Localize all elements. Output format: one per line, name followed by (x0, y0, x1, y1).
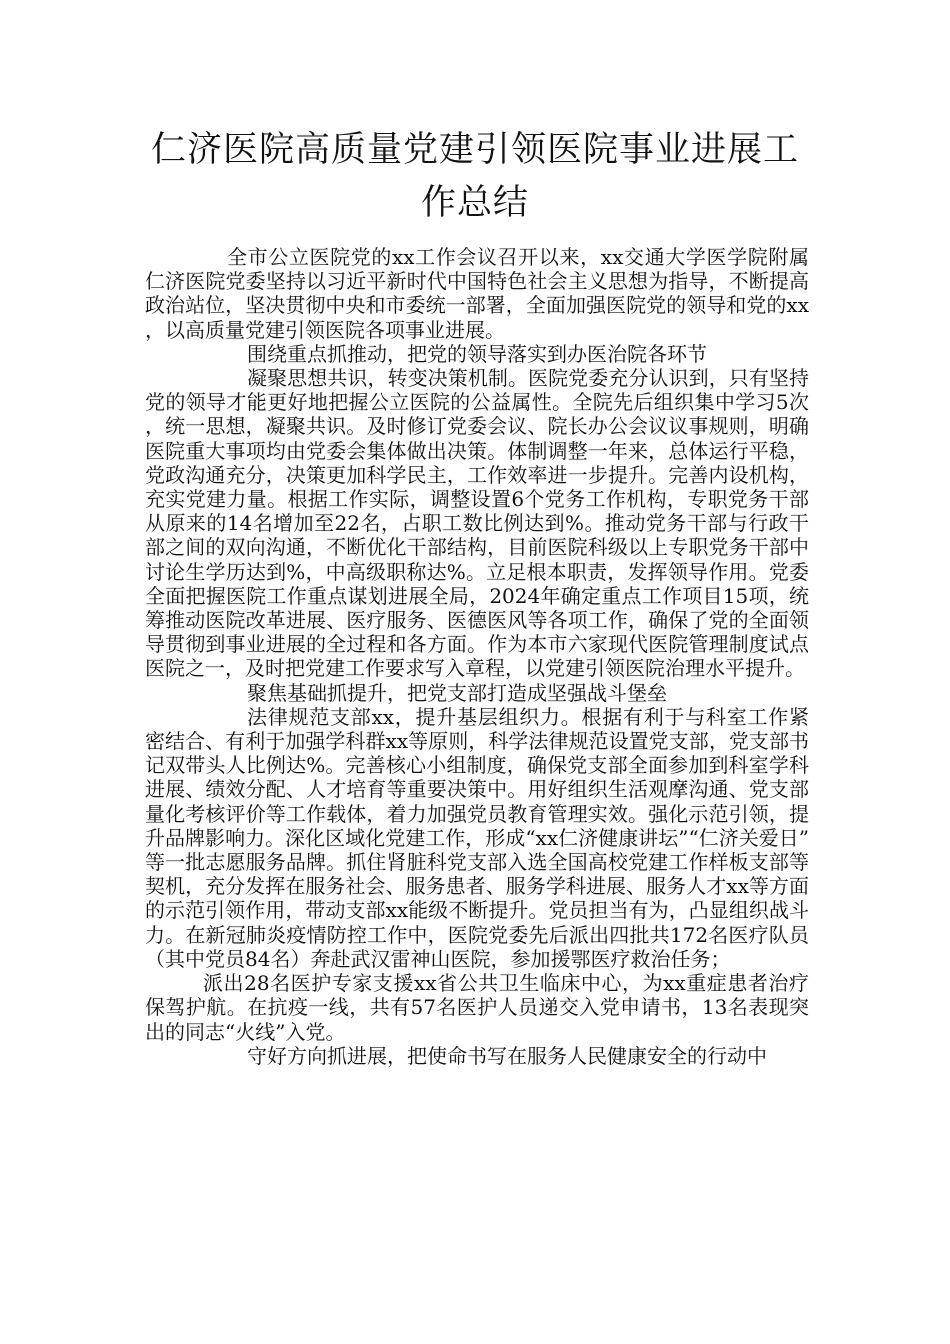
intro-paragraph: 全市公立医院党的xx工作会议召开以来，xx交通大学医学院附属仁济医院党委坚持以习近平新时代中国特色社会主义思想为指导，不断提高政治站位，坚决贯彻中央和市委统一部署，全面加强医院党的领导和党的xx，以高质量党建引领医院各项事业进展。 (145, 245, 809, 342)
section-2-continuation-paragraph: 派出28名医护专家支援xx省公共卫生临床中心，为xx重症患者治疗保驾护航。在抗疫一线，共有57名医护人员递交入党申请书，13名表现突出的同志“火线”入党。 (145, 971, 809, 1044)
document-body (145, 245, 809, 1068)
section-heading-3: 守好方向抓进展，把使命书写在服务人民健康安全的行动中 (247, 1043, 767, 1068)
document-title: 仁济医院高质量党建引领医院事业进展工作总结 (150, 130, 799, 223)
section-heading-2: 聚焦基础抓提升，把党支部打造成坚强战斗堡垒 (247, 680, 667, 705)
section-heading-1: 围绕重点抓推动，把党的领导落实到办医治院各环节 (247, 341, 707, 366)
section-2-paragraph: 法律规范支部xx，提升基层组织力。根据有利于与科室工作紧密结合、有利于加强学科群xx等原则，科学法律规范设置党支部，党支部书记双带头人比例达%。完善核心小组制度，确保党支部全面参加到科室学科进展、绩效分配、人才培育等重要决策中。用好组织生活观摩沟通、党支部量化考核评价等工作载体，着力加强党员教育管理实效。强化示范引领，提升品牌影响力。深化区域化党建工作，形成“xx仁济健康讲坛”“仁济关爱日”等一批志愿服务品牌。抓住肾脏科党支部入选全国高校党建工作样板支部等契机，充分发挥在服务社会、服务患者、服务学科进展、服务人才xx等方面的示范引领作用，带动支部xx能级不断提升。党员担当有为，凸显组织战斗力。在新冠肺炎疫情防控工作中，医院党委先后派出四批共172名医疗队员（其中党员84名）奔赴武汉雷神山医院，参加援鄂医疗救治任务； (145, 704, 809, 971)
section-1-paragraph: 凝聚思想共识，转变决策机制。医院党委充分认识到，只有坚持党的领导才能更好地把握公立医院的公益属性。全院先后组织集中学习5次，统一思想，凝聚共识。及时修订党委会议、院长办公会议议事规则，明确医院重大事项均由党委会集体做出决策。体制调整一年来，总体运行平稳，党政沟通充分，决策更加科学民主，工作效率进一步提升。完善内设机构，充实党建力量。根据工作实际，调整设置6个党务工作机构，专职党务干部从原来的14名增加至22名，占职工数比例达到%。推动党务干部与行政干部之间的双向沟通，不断优化干部结构，目前医院科级以上专职党务干部中讨论生学历达到%，中高级职称达%。立足根本职责，发挥领导作用。党委全面把握医院工作重点谋划进展全局，2024年确定重点工作项目15项，统筹推动医院改革进展、医疗服务、医德医风等各项工作，确保了党的全面领导贯彻到事业进展的全过程和各方面。作为本市六家现代医院管理制度试点医院之一，及时把党建工作要求写入章程，以党建引领医院治理水平提升。 (145, 366, 809, 681)
